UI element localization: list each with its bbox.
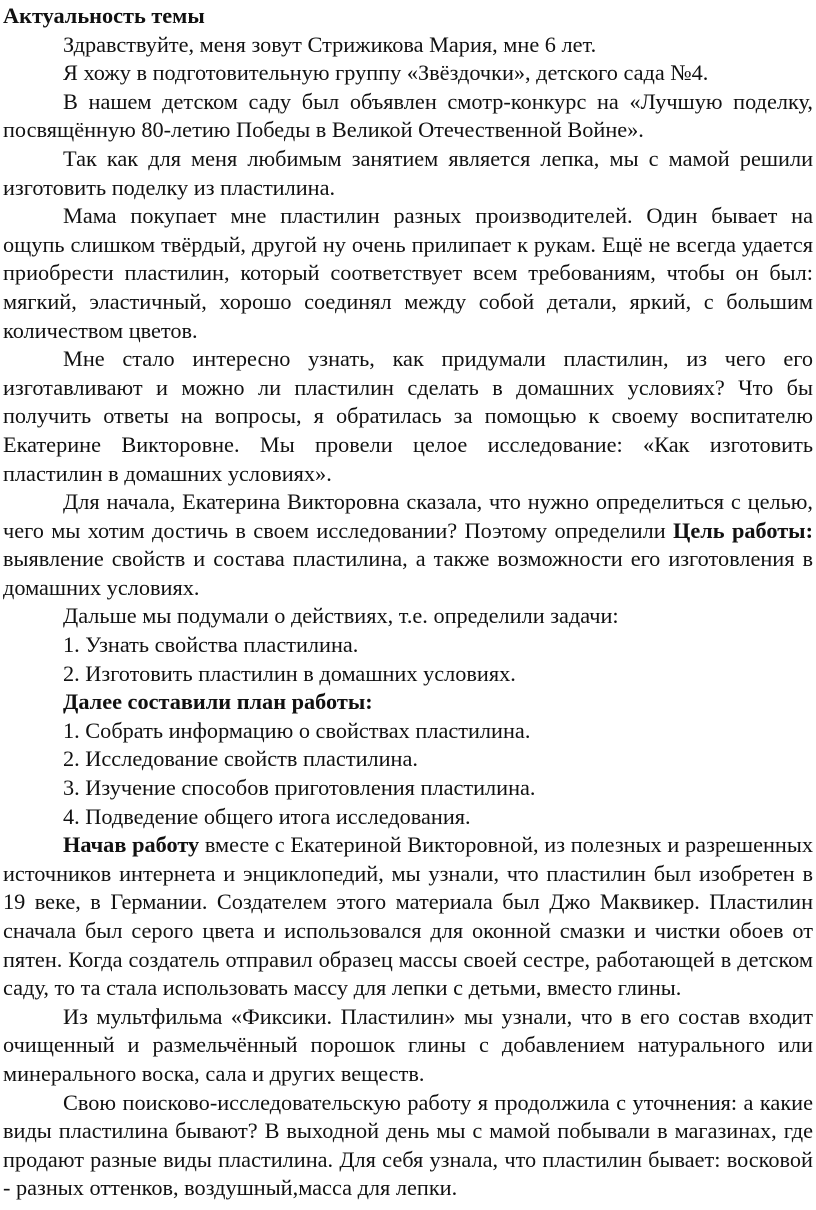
goal-text: выявление свойств и состава пластилина, а также возможности его изготовления в домашних условиях. <box>3 546 813 600</box>
paragraph-history <box>3 831 813 1003</box>
paragraph-goal <box>3 488 813 602</box>
paragraph-greeting: Здравствуйте, меня зовут Стрижикова Мария, мне 6 лет. <box>63 31 597 57</box>
goal-label: Цель работы: <box>673 517 813 543</box>
paragraph-contest: В нашем детском саду был объявлен смотр-конкурс на «Лучшую поделку, посвящённую 80-летию Победы в Великой Отечественной Войне». <box>3 88 813 143</box>
paragraph-hobby: Так как для меня любимым занятием является лепка, мы с мамой решили изготовить поделку из пластилина. <box>3 145 813 200</box>
paragraph-curiosity: Мне стало интересно узнать, как придумали пластилин, из чего его изготавливают и можно ли пластилин сделать в домашних условиях? Что бы получить ответы на вопросы, я обратилась за помощью к своему воспитателю Екатерине Викторовне. Мы провели целое исследование: «Как изготовить пластилин в домашних условиях». <box>3 346 813 486</box>
plan-item: 3. Изучение способов приготовления пластилина. <box>63 775 536 801</box>
paragraph-cartoon: Из мультфильма «Фиксики. Пластилин» мы узнали, что в его состав входит очищенный и размельчённый порошок глины с добавлением натурального или минерального воска, сала и других веществ. <box>3 1003 813 1086</box>
plan-item: 1. Собрать информацию о свойствах пластилина. <box>63 717 531 743</box>
history-lead: Начав работу <box>63 832 200 858</box>
paragraph-group: Я хожу в подготовительную группу «Звёздочки», детского сада №4. <box>63 60 709 86</box>
section-heading: Актуальность темы <box>3 3 205 28</box>
paragraph-research: Свою поисково-исследовательскую работу я продолжила с уточнения: а какие виды пластилина бывают? В выходной день мы с мамой побывали в магазинах, где продают разные виды пластилина. Для себя узнала, что пластилин бывает: восковой - разных оттенков, воздушный,масса для лепки. <box>3 1089 813 1201</box>
plan-item: 2. Исследование свойств пластилина. <box>63 746 418 772</box>
history-text: вместе с Екатериной Викторовной, из полезных и разрешенных источников интернета и энциклопедий, мы узнали, что пластилин был изобретен в 19 веке, в Германии. Создателем этого материала был Джо Маквикер. Пластилин сначала был серого цвета и использовался для оконной смазки и чистки обоев от пятен. Когда создатель отправил образец массы своей сестре, работающей в детском саду, то та стала использовать массу для лепки с детьми, вместо глины. <box>3 832 813 1001</box>
plan-heading: Далее составили план работы: <box>63 689 373 715</box>
plan-item: 4. Подведение общего итога исследования. <box>63 803 471 829</box>
task-item: 2. Изготовить пластилин в домашних условиях. <box>63 660 516 686</box>
paragraph-plasticine-problems: Мама покупает мне пластилин разных производителей. Один бывает на ощупь слишком твёрдый, другой ну очень прилипает к рукам. Ещё не всегда удается приобрести пластилин, который соответствует всем требованиям, чтобы он был: мягкий, эластичный, хорошо соединял между собой детали, яркий, с большим количеством цветов. <box>3 203 813 343</box>
task-item: 1. Узнать свойства пластилина. <box>63 632 359 658</box>
goal-intro-text: Для начала, Екатерина Викторовна сказала, что нужно определиться с целью, чего мы хотим достичь в своем исследовании? Поэтому определили <box>3 489 813 543</box>
paragraph-tasks-intro: Дальше мы подумали о действиях, т.е. определили задачи: <box>63 603 619 629</box>
